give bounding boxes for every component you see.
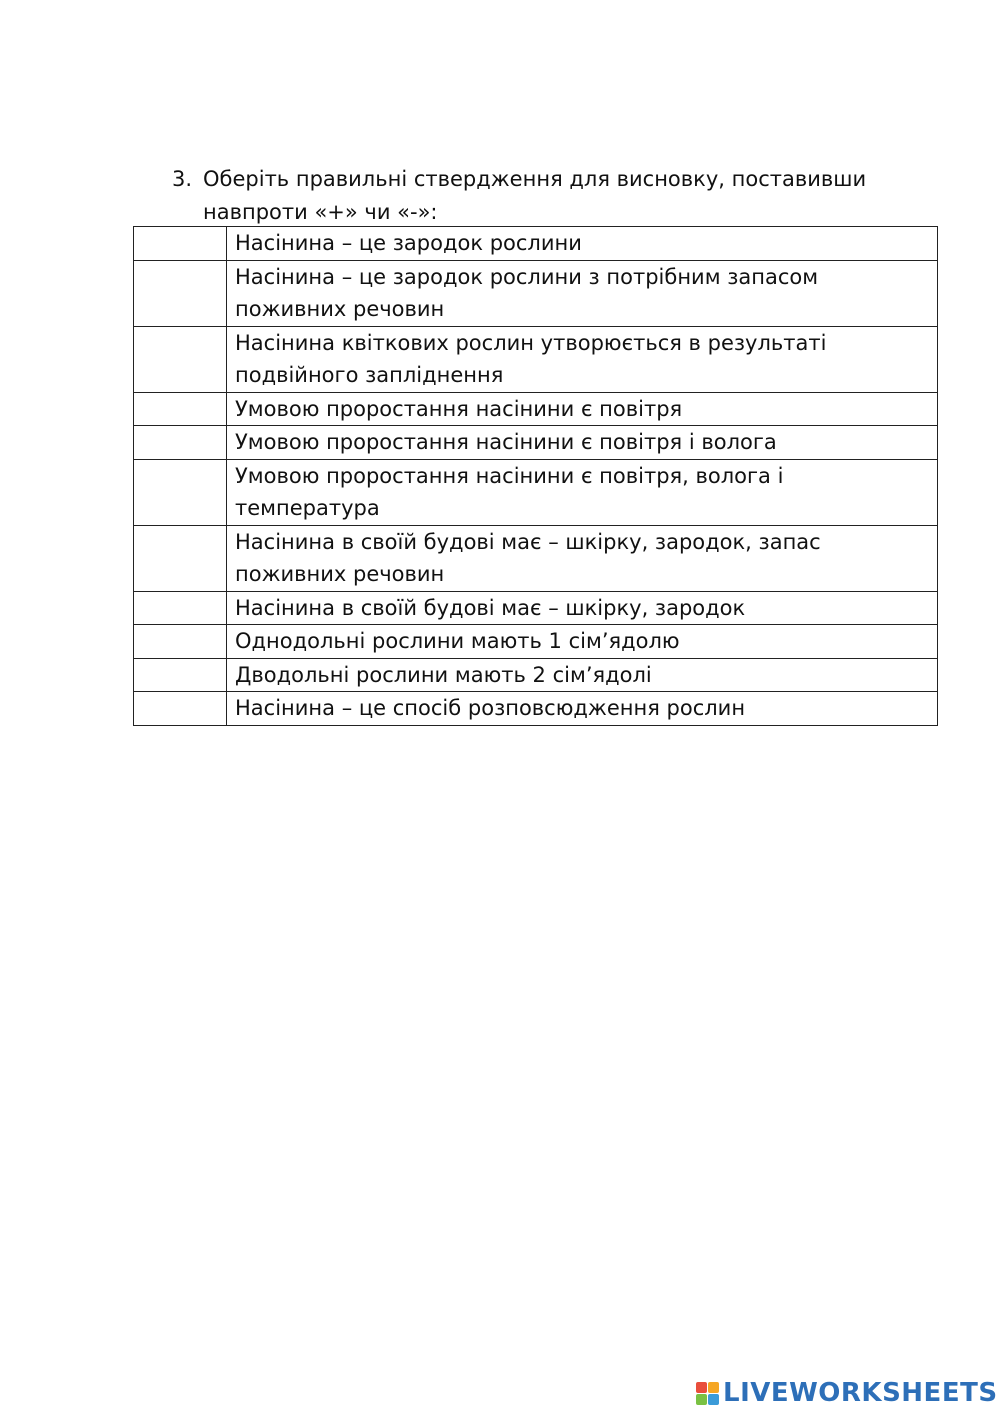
table-row [134,459,938,525]
badge-square [708,1382,719,1393]
statement-text: Умовою проростання насінини є повітря і волога [227,426,938,460]
table-row [134,692,938,726]
table-row [134,326,938,392]
badge-square [696,1382,707,1393]
statement-text: Насінина в своїй будові має – шкірку, зародок, запас поживних речовин [227,525,938,591]
statements-table [133,226,938,726]
table-row [134,260,938,326]
answer-cell[interactable] [134,692,227,726]
statement-text: Насінина в своїй будові має – шкірку, зародок [227,591,938,625]
statement-text: Насінина – це спосіб розповсюдження рослин [227,692,938,726]
answer-cell[interactable] [134,525,227,591]
table-row [134,658,938,692]
answer-cell[interactable] [134,625,227,659]
badge-square [708,1394,719,1405]
table-row [134,525,938,591]
statement-text: Однодольні рослини мають 1 сім’ядолю [227,625,938,659]
question [172,163,912,229]
answer-cell[interactable] [134,426,227,460]
table-row [134,392,938,426]
answer-cell[interactable] [134,326,227,392]
table-row [134,591,938,625]
statement-text: Насінина – це зародок рослини [227,227,938,261]
answer-cell[interactable] [134,459,227,525]
answer-cell[interactable] [134,392,227,426]
question-text: Оберіть правильні ствердження для висновку, поставивши навпроти «+» чи «-»: [203,167,867,224]
statement-text: Дводольні рослини мають 2 сім’ядолі [227,658,938,692]
answer-cell[interactable] [134,260,227,326]
watermark-text: LIVEWORKSHEETS [723,1378,998,1408]
question-number: 3. [172,167,193,191]
statement-text: Насінина – це зародок рослини з потрібним запасом поживних речовин [227,260,938,326]
statement-text: Умовою проростання насінини є повітря [227,392,938,426]
liveworksheets-logo [696,1377,998,1409]
table-row [134,227,938,261]
answer-cell[interactable] [134,227,227,261]
liveworksheets-badge-icon [696,1382,719,1405]
badge-square [696,1394,707,1405]
answer-cell[interactable] [134,591,227,625]
statement-text: Насінина квіткових рослин утворюється в результаті подвійного запліднення [227,326,938,392]
statement-text: Умовою проростання насінини є повітря, волога і температура [227,459,938,525]
answer-cell[interactable] [134,658,227,692]
table-row [134,426,938,460]
table-row [134,625,938,659]
